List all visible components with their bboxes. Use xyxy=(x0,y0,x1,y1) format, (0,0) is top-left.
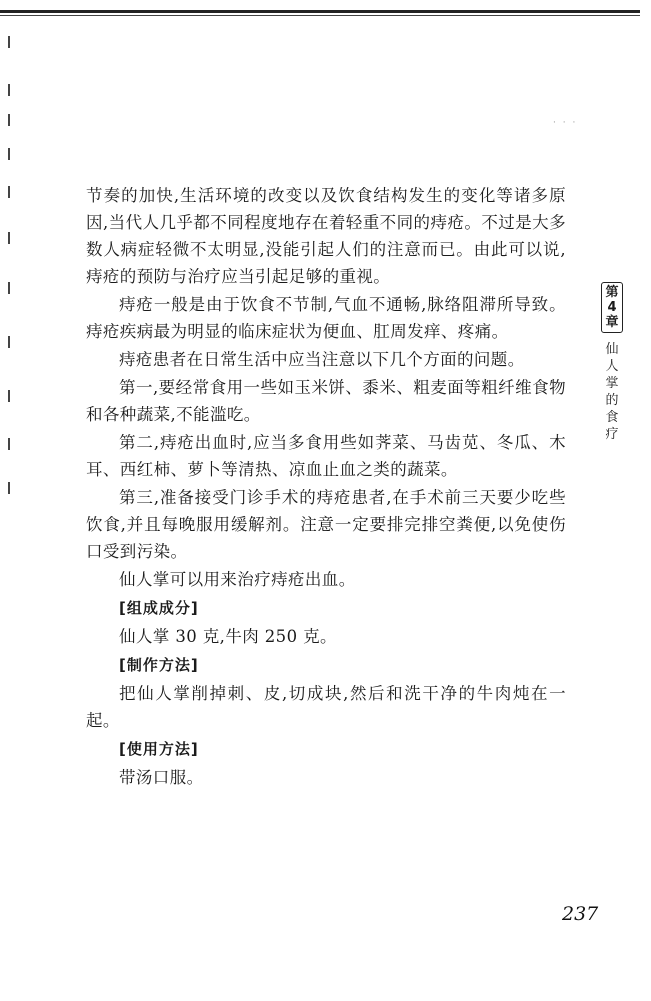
chapter-title-char: 食 xyxy=(605,410,619,425)
header-rule-thin xyxy=(0,15,640,16)
page-body xyxy=(86,182,566,792)
chapter-title-char: 仙 xyxy=(605,342,619,357)
paragraph-second: 第二,痔疮出血时,应当多食用些如荠菜、马齿苋、冬瓜、木耳、西红柿、萝卜等清热、凉血止血之类的蔬菜。 xyxy=(86,433,566,479)
paragraph-remedy: 仙人掌可以用来治疗痔疮出血。 xyxy=(119,570,356,589)
chapter-title-char: 疗 xyxy=(605,427,619,442)
method-text: 把仙人掌削掉刺、皮,切成块,然后和洗干净的牛肉炖在一起。 xyxy=(86,684,566,730)
paragraph-precautions: 痔疮患者在日常生活中应当注意以下几个方面的问题。 xyxy=(119,350,525,369)
chapter-title-char: 人 xyxy=(605,359,619,374)
page-number: 237 xyxy=(562,903,599,925)
paragraph-first: 第一,要经常食用一些如玉米饼、黍米、粗麦面等粗纤维食物和各种蔬菜,不能滥吃。 xyxy=(86,378,566,424)
chapter-side-tab xyxy=(601,282,625,443)
method-heading: [制作方法] xyxy=(119,656,199,674)
chapter-title xyxy=(601,341,623,443)
usage-heading: [使用方法] xyxy=(119,740,199,758)
usage-text: 带汤口服。 xyxy=(119,768,204,787)
ingredients-heading: [组成成分] xyxy=(119,599,199,617)
chapter-char: 章 xyxy=(605,315,619,330)
scan-speck: · · · xyxy=(553,118,578,128)
paragraph-intro: 节奏的加快,生活环境的改变以及饮食结构发生的变化等诸多原因,当代人几乎都不同程度地存在着轻重不同的痔疮。不过是大多数人病症轻微不太明显,没能引起人们的注意而已。由此可以说,痔疮的预防与治疗应当引起足够的重视。 xyxy=(86,186,566,286)
margin-binding-marks xyxy=(8,36,10,506)
chapter-label xyxy=(601,282,623,333)
paragraph-cause: 痔疮一般是由于饮食不节制,气血不通畅,脉络阻滞所导致。痔疮疾病最为明显的临床症状为便血、肛周发痒、疼痛。 xyxy=(86,295,566,341)
ingredients-text: 仙人掌 30 克,牛肉 250 克。 xyxy=(119,627,337,646)
chapter-title-char: 掌 xyxy=(605,376,619,391)
chapter-title-char: 的 xyxy=(605,393,619,408)
chapter-char: 4 xyxy=(607,300,617,315)
paragraph-third: 第三,准备接受门诊手术的痔疮患者,在手术前三天要少吃些饮食,并且每晚服用缓解剂。注意一定要排完排空粪便,以免使伤口受到污染。 xyxy=(86,488,566,561)
header-rule xyxy=(0,10,640,13)
chapter-char: 第 xyxy=(605,285,619,300)
